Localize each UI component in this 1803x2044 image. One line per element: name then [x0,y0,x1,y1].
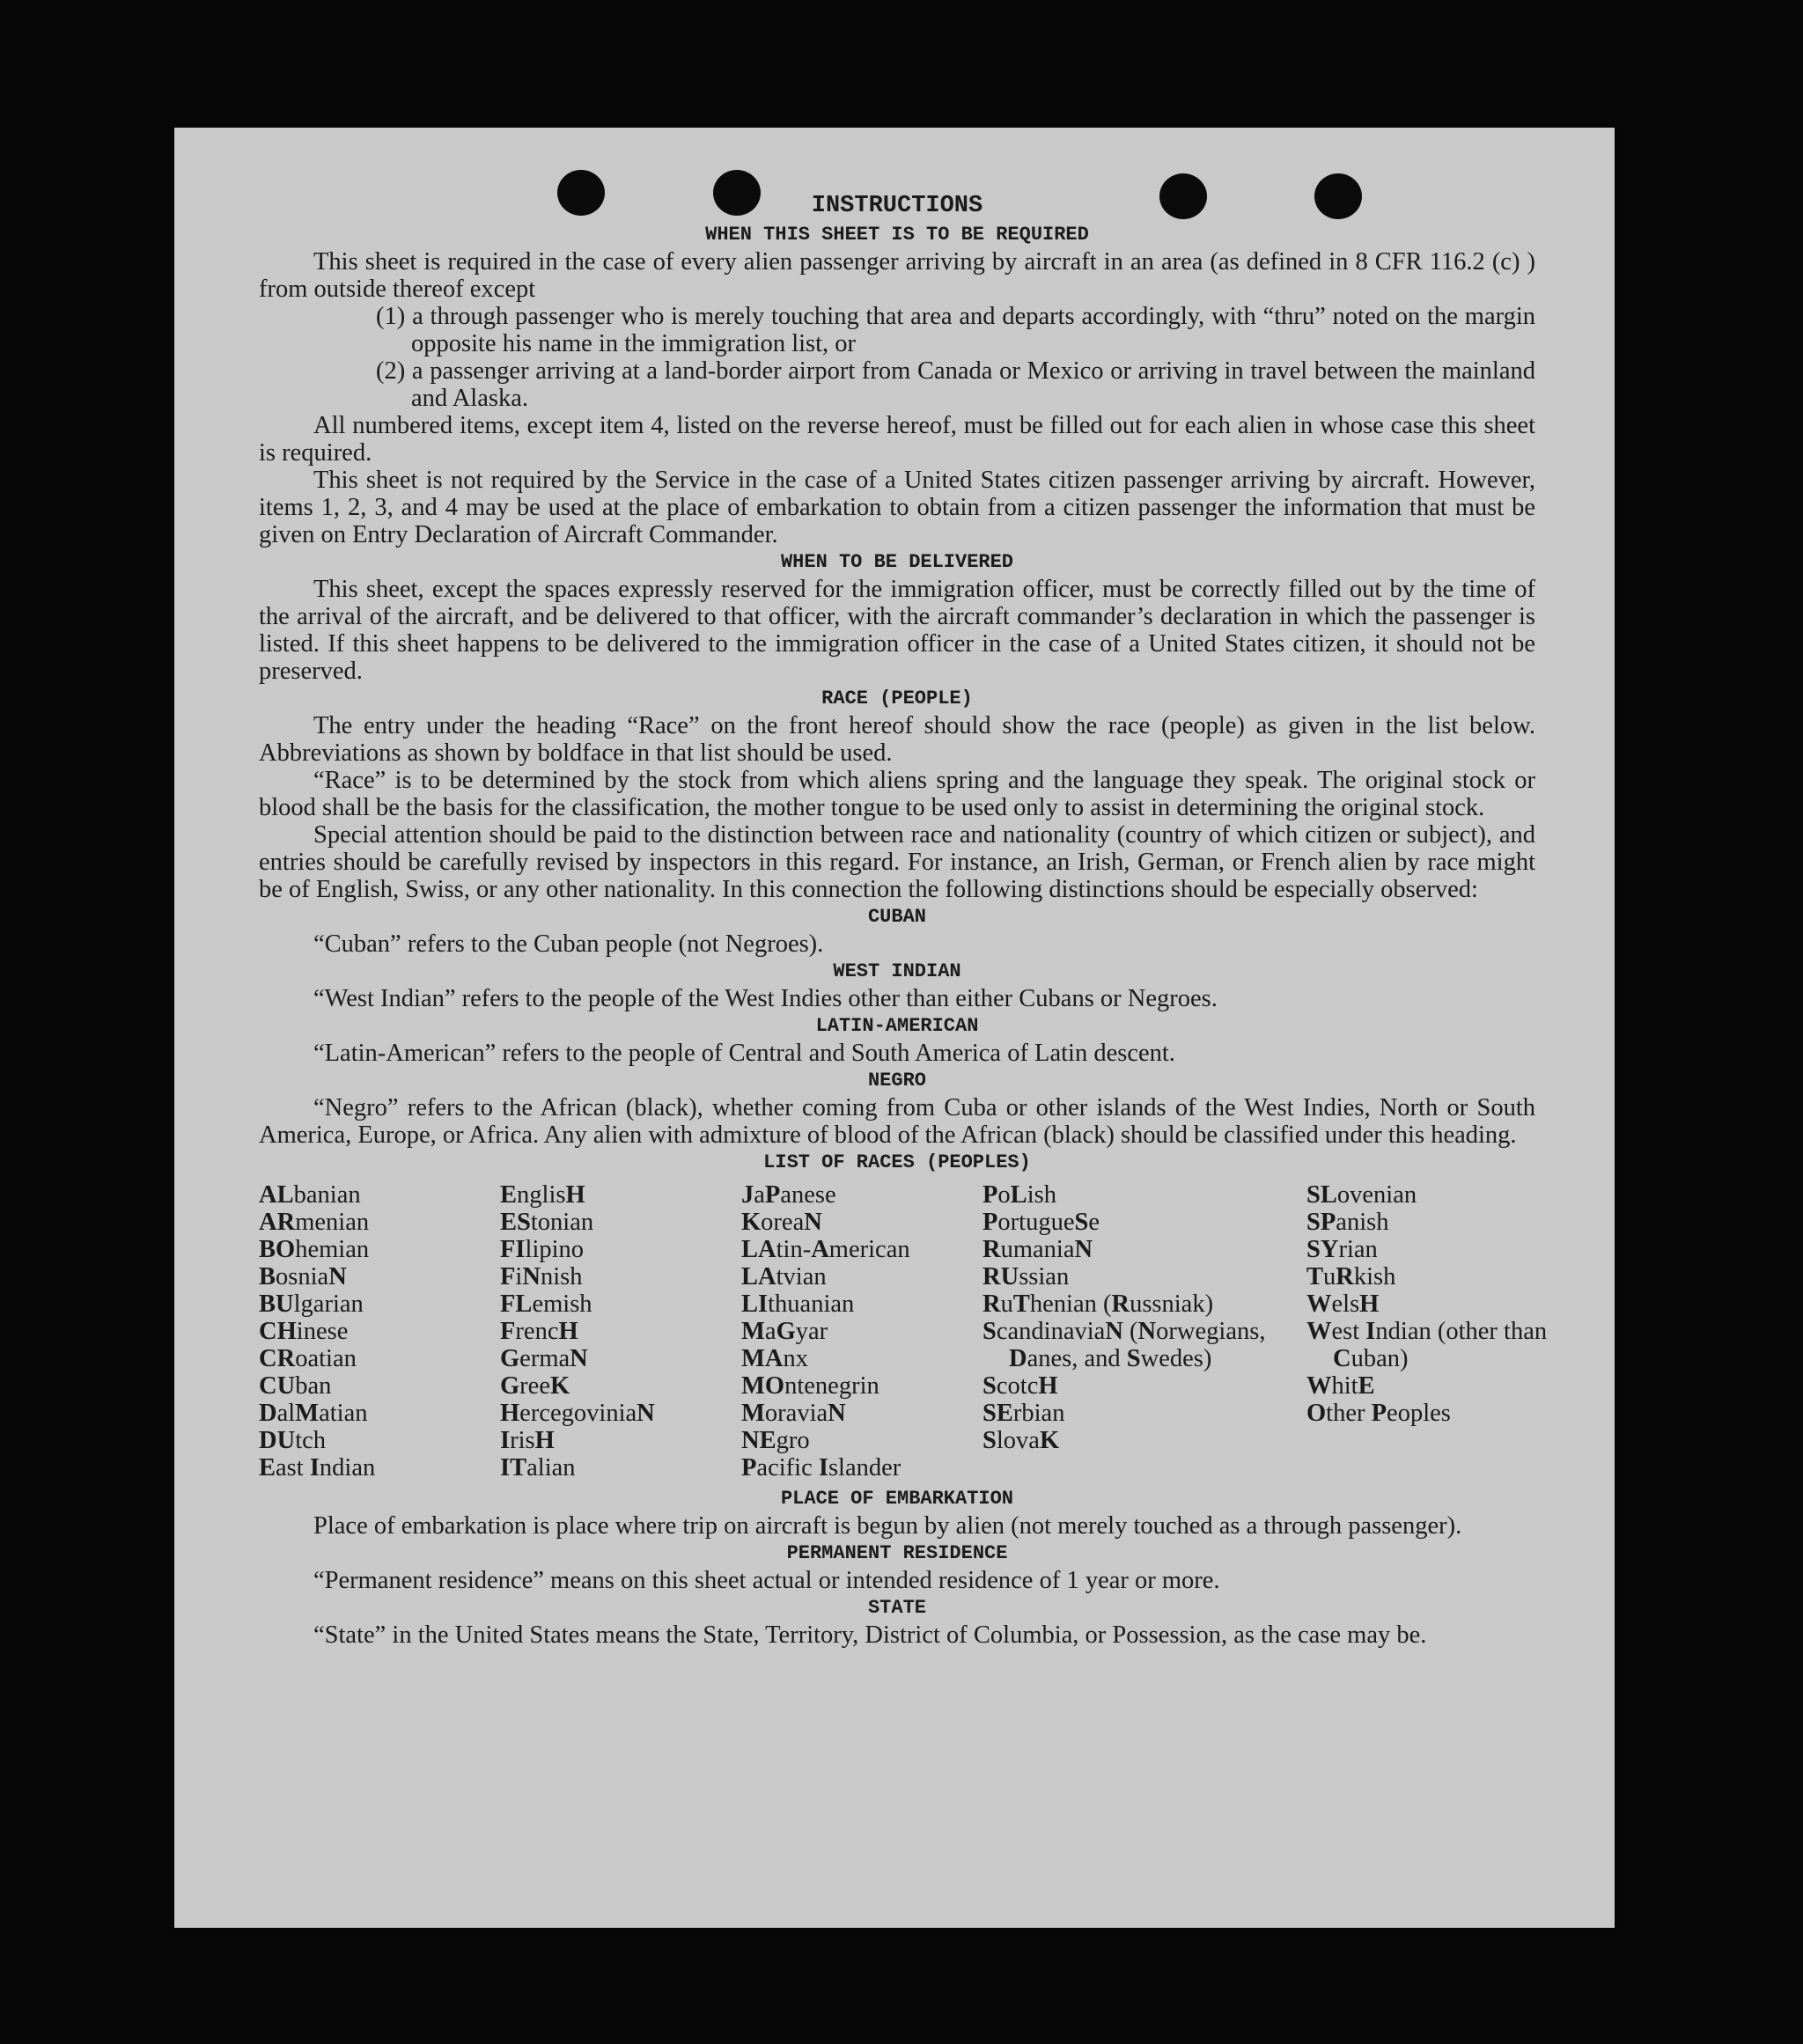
race-list-item: East Indian [259,1454,376,1482]
race-list-item: ScotcH [982,1372,1058,1400]
exception-item: (1) a through passenger who is merely touching that area and departs accordingly, with “thru” noted on the margin opposite his name in the immigration list, or [376,303,1535,357]
paragraph-race-1: The entry under the heading “Race” on the front hereof should show the race (people) as given in the list below. Abbreviations as shown by boldface in that list should be used. [259,712,1535,767]
race-column [500,1181,741,1482]
race-list-item: RumaniaN [982,1236,1093,1263]
heading-latin-american: LATIN-AMERICAN [815,1015,979,1037]
heading-west-indian: WEST INDIAN [833,960,961,982]
race-list-item: SlovaK [982,1427,1060,1454]
race-list-item: ITalian [500,1454,576,1482]
heading-embarkation: PLACE OF EMBARKATION [780,1488,1014,1510]
race-list-item: West Indian (other than Cuban) [1306,1318,1548,1372]
page-title: INSTRUCTIONS [811,193,983,219]
race-list-item: BosniaN [259,1263,347,1290]
race-list-item: DUtch [259,1427,327,1454]
race-list-item: BOhemian [259,1236,370,1263]
paragraph-numbered-items: All numbered items, except item 4, listed on the reverse hereof, must be filled out for each alien in whose case this sheet is required. [259,412,1535,467]
race-list-item: GreeK [500,1372,570,1400]
race-list-item: DalMatian [259,1400,368,1427]
race-column [259,1181,500,1482]
race-list-item: ARmenian [259,1209,370,1236]
heading-when-required: WHEN THIS SHEET IS TO BE REQUIRED [705,224,1089,246]
race-list-item: WelsH [1306,1290,1380,1318]
race-list-item: BUlgarian [259,1290,364,1318]
heading-when-delivered: WHEN TO BE DELIVERED [780,551,1014,573]
race-list-item: MOntenegrin [741,1372,879,1400]
paragraph-permanent-residence: “Permanent residence” means on this sheet actual or intended residence of 1 year or more. [313,1567,1220,1594]
race-list-item: PortugueSe [982,1209,1100,1236]
race-list-item: PoLish [982,1181,1056,1209]
race-list-item: CUban [259,1372,332,1400]
race-list-item: EStonian [500,1209,594,1236]
race-list-item: CRoatian [259,1345,357,1372]
paragraph-race-2: “Race” is to be determined by the stock from which aliens spring and the language they speak. The original stock or blood shall be the basis for the classification, the mother tongue to be used only to assist in determining the original stock. [259,767,1535,821]
race-list-item: FrencH [500,1318,578,1345]
race-column [741,1181,982,1482]
race-list-item: FLemish [500,1290,592,1318]
race-list-item: Pacific Islander [741,1454,902,1482]
race-list-item: JaPanese [741,1181,836,1209]
paragraph-when-required: This sheet is required in the case of every alien passenger arriving by aircraft in an area (as defined in 8 CFR 116.2 (c) ) from outside thereof except [259,248,1535,303]
race-list-item: Other Peoples [1306,1400,1451,1427]
paragraph-west-indian: “West Indian” refers to the people of the West Indies other than either Cubans or Negroes. [313,985,1218,1012]
instructions-body [259,191,1548,1649]
race-list-item: SErbian [982,1400,1065,1427]
race-list-item: EnglisH [500,1181,585,1209]
race-list [259,1181,1548,1482]
race-list-item: GermaN [500,1345,588,1372]
race-list-item: MaGyar [741,1318,828,1345]
race-list-item: MoraviaN [741,1400,846,1427]
paragraph-cuban: “Cuban” refers to the Cuban people (not Negroes). [313,930,824,958]
race-list-item: IrisH [500,1427,555,1454]
race-list-item: LIthuanian [741,1290,855,1318]
heading-cuban: CUBAN [867,906,926,928]
race-list-item: MAnx [741,1345,808,1372]
race-list-item: SLovenian [1306,1181,1417,1209]
race-list-item: RuThenian (Russniak) [982,1290,1214,1318]
race-list-item: CHinese [259,1318,349,1345]
paragraph-negro: “Negro” refers to the African (black), whether coming from Cuba or other islands of the West Indies, North or South America, Europe, or Africa. Any alien with admixture of blood of the African (black) should be classified under this heading. [259,1094,1535,1149]
heading-race: RACE (PEOPLE) [821,687,973,710]
race-list-item: KoreaN [741,1209,822,1236]
race-list-item: SPanish [1306,1209,1389,1236]
paragraph-latin-american: “Latin-American” refers to the people of Central and South America of Latin descent. [313,1040,1175,1067]
race-list-item: WhitE [1306,1372,1375,1400]
race-list-item: FIlipino [500,1236,585,1263]
race-list-item: SYrian [1306,1236,1378,1263]
race-list-item: LAtvian [741,1263,827,1290]
paragraph-embarkation: Place of embarkation is place where trip on aircraft is begun by alien (not merely touched as a through passenger). [313,1512,1462,1540]
heading-state: STATE [867,1597,926,1619]
race-list-item: TuRkish [1306,1263,1396,1290]
paragraph-when-delivered: This sheet, except the spaces expressly reserved for the immigration officer, must be correctly filled out by the time of the arrival of the aircraft, and be delivered to that officer, with the aircraft commander’s declaration in which the passenger is listed. If this sheet happens to be delivered to the immigration officer in the case of a United States citizen, it should not be preserved. [259,576,1535,685]
race-list-item: ALbanian [259,1181,361,1209]
race-list-item: FiNnish [500,1263,583,1290]
document-sheet [174,128,1615,1928]
race-list-item: ScandinaviaN (Norwegians, Danes, and Swedes) [982,1318,1266,1372]
paragraph-citizen: This sheet is not required by the Service in the case of a United States citizen passenger arriving by aircraft. However, items 1, 2, 3, and 4 may be used at the place of embarkation to obtain from a citizen passenger the information that must be given on Entry Declaration of Aircraft Commander. [259,467,1535,548]
heading-list-of-races: LIST OF RACES (PEOPLES) [763,1151,1031,1173]
heading-permanent-residence: PERMANENT RESIDENCE [786,1542,1008,1564]
paragraph-state: “State” in the United States means the State, Territory, District of Columbia, or Possession, as the case may be. [313,1621,1427,1649]
race-list-item: HercegoviniaN [500,1400,655,1427]
race-list-item: RUssian [982,1263,1070,1290]
paragraph-race-3: Special attention should be paid to the distinction between race and nationality (country of which citizen or subject), and entries should be carefully revised by inspectors in this regard. For instance, an Irish, German, or French alien by race might be of English, Swiss, or any other nationality. In this connection the following distinctions should be especially observed: [259,821,1535,903]
race-column [1306,1181,1553,1482]
race-list-item: LAtin-American [741,1236,910,1263]
race-column [982,1181,1306,1482]
race-list-item: NEgro [741,1427,810,1454]
exception-item: (2) a passenger arriving at a land-border airport from Canada or Mexico or arriving in travel between the mainland and Alaska. [376,357,1535,412]
heading-negro: NEGRO [867,1070,926,1092]
